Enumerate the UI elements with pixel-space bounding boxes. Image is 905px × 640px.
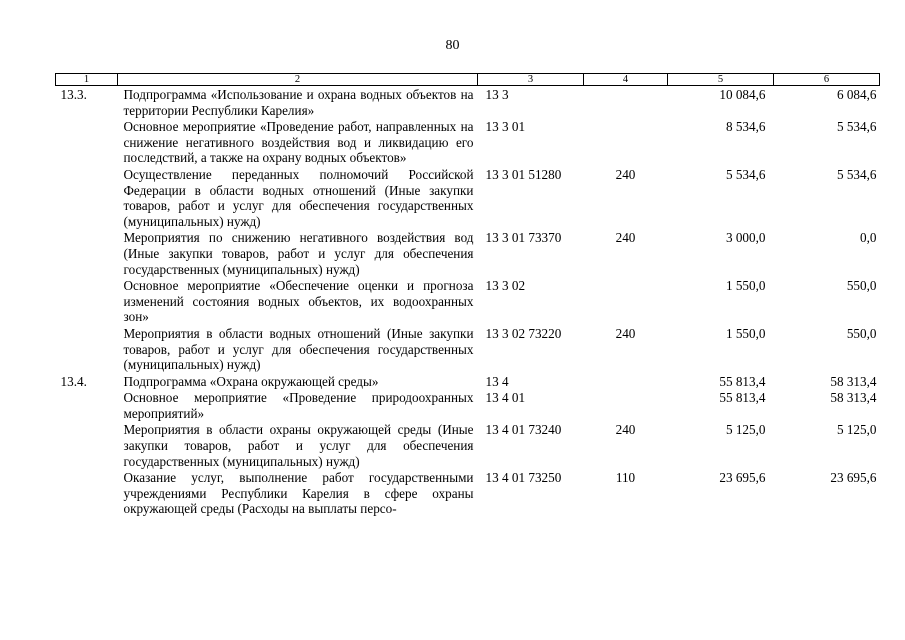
table-row [56,166,880,229]
row-number [56,469,118,517]
row-code: 13 4 01 73240 [485,422,562,438]
row-name: Мероприятия в области охраны окружающей среды (Иные закупки товаров, работ и услуг для обеспечения государственных (муниципальных) нужд) [123,422,474,469]
table-row [56,325,880,373]
column-header: 5 [668,74,774,86]
row-code: 13 3 [485,87,509,102]
row-amount-2: 550,0 [846,325,877,341]
row-number [56,229,118,277]
row-code: 13 3 02 [485,278,526,294]
column-header: 3 [478,74,584,86]
column-header: 4 [584,74,668,86]
row-amount-2: 5 125,0 [836,422,877,438]
row-name: Оказание услуг, выполнение работ государственными учреждениями Республики Карелия в сфере охраны окружающей среды (Расходы на выплаты персо- [123,470,474,517]
row-name: Основное мероприятие «Обеспечение оценки и прогноза изменений состояния водных объектов, их водоохранных зон» [123,278,474,325]
row-name: Осуществление переданных полномочий Российской Федерации в области водных отношений (Иные закупки товаров, работ и услуг для обеспечения государственных (муниципальных) нужд) [123,166,474,229]
row-number: 13.3. [60,87,87,102]
column-header: 6 [774,74,880,86]
row-code: 13 3 02 73220 [485,325,562,341]
row-expense-type [584,86,668,119]
row-expense-type: 240 [615,325,636,341]
table-row [56,421,880,469]
row-expense-type: 240 [615,422,636,438]
row-name: Основное мероприятие «Проведение работ, направленных на снижение негативного воздействия вод и ликвидацию его последствий, а также на охрану водных объектов» [123,119,474,166]
table-row [56,469,880,517]
row-amount-2: 550,0 [846,278,877,294]
row-expense-type [584,118,668,166]
row-number [56,277,118,325]
row-amount-1: 23 695,6 [719,470,766,486]
row-code: 13 4 01 [485,390,526,406]
row-code: 13 3 01 51280 [485,166,562,182]
row-amount-2: 58 313,4 [830,373,877,389]
row-amount-1: 55 813,4 [719,390,766,406]
row-number [56,118,118,166]
table-row [56,118,880,166]
row-amount-2: 5 534,6 [836,166,877,182]
table-header-row [56,74,880,86]
row-code: 13 3 01 [485,119,526,135]
row-name: Мероприятия в области водных отношений (Иные закупки товаров, работ и услуг для обеспечения государственных (муниципальных) нужд) [123,325,474,373]
row-name: Основное мероприятие «Проведение природоохранных мероприятий» [123,390,474,421]
row-amount-1: 10 084,6 [719,87,766,102]
row-amount-2: 6 084,6 [836,87,877,102]
row-amount-1: 3 000,0 [725,230,766,246]
column-header: 2 [118,74,478,86]
row-code: 13 3 01 73370 [485,230,562,246]
row-number [56,325,118,373]
row-name: Подпрограмма «Охрана окружающей среды» [123,373,379,389]
row-amount-1: 1 550,0 [725,278,766,294]
budget-table [55,73,880,517]
row-expense-type: 110 [615,470,636,486]
row-number [56,166,118,229]
row-number: 13.4. [60,373,87,389]
table-row [56,277,880,325]
row-number [56,389,118,421]
row-amount-1: 5 534,6 [725,166,766,182]
row-amount-2: 23 695,6 [830,470,877,486]
row-expense-type [584,373,668,390]
row-amount-1: 8 534,6 [725,119,766,135]
row-amount-2: 5 534,6 [836,119,877,135]
column-header: 1 [56,74,118,86]
row-amount-1: 5 125,0 [725,422,766,438]
row-amount-2: 58 313,4 [830,390,877,406]
row-amount-1: 55 813,4 [719,373,766,389]
table-row [56,373,880,390]
table-row [56,389,880,421]
row-name: Подпрограмма «Использование и охрана водных объектов на территории Республики Карелия» [123,87,474,118]
table-row [56,229,880,277]
page-number: 80 [445,38,460,53]
row-expense-type [584,389,668,421]
row-amount-2: 0,0 [860,230,877,246]
row-code: 13 4 [485,373,509,389]
row-expense-type: 240 [615,166,636,182]
table-row [56,86,880,119]
row-amount-1: 1 550,0 [725,325,766,341]
row-name: Мероприятия по снижению негативного воздействия вод (Иные закупки товаров, работ и услуг для обеспечения государственных (муниципальных) нужд) [123,230,474,277]
row-number [56,421,118,469]
row-expense-type: 240 [615,230,636,246]
row-expense-type [584,277,668,325]
row-code: 13 4 01 73250 [485,470,562,486]
